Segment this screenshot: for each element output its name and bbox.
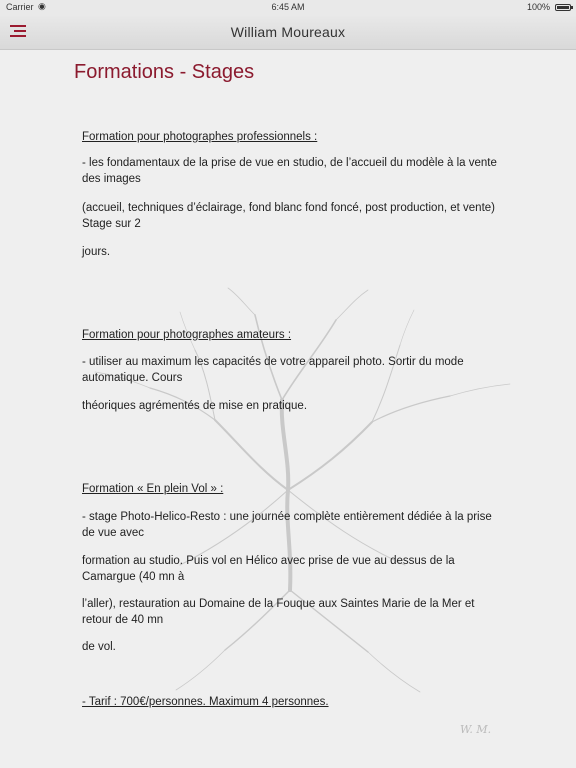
- battery-percentage: 100%: [526, 2, 550, 12]
- paragraph: - les fondamentaux de la prise de vue en studio, de l’accueil du modèle à la vente des images: [82, 157, 497, 185]
- paragraph: (accueil, techniques d’éclairage, fond blanc fond foncé, post production, et vente) Stage sur 2: [82, 202, 495, 230]
- paragraph: théoriques agrémentés de mise en pratique.: [82, 400, 308, 412]
- nav-title: William Moureaux: [230, 24, 346, 40]
- wifi-icon: ◉: [38, 1, 46, 11]
- section-heading: Formation pour photographes amateurs :: [82, 329, 292, 341]
- battery-icon: [555, 4, 571, 11]
- page-title: Formations - Stages: [74, 61, 255, 83]
- paragraph: - utiliser au maximum les capacités de votre appareil photo. Sortir du mode automatique. Cours: [82, 356, 464, 384]
- paragraph: - stage Photo-Helico-Resto : une journée complète entièrement dédiée à la prise de vue avec: [82, 511, 492, 539]
- paragraph: de vol.: [82, 641, 116, 653]
- content-area[interactable]: [0, 50, 576, 768]
- signature-logo: W. M.: [460, 723, 492, 736]
- pricing-text: - Tarif : 700€/personnes. Maximum 4 personnes.: [82, 696, 329, 708]
- paragraph: l’aller), restauration au Domaine de la Fouque aux Saintes Marie de la Mer et retour de 40 mn: [82, 598, 475, 626]
- section-heading: Formation « En plein Vol » :: [82, 483, 224, 495]
- section-heading: Formation pour photographes professionnels :: [82, 131, 318, 143]
- status-time: 6:45 AM: [271, 2, 305, 12]
- status-bar: [0, 0, 576, 16]
- carrier-label: Carrier: [6, 2, 34, 12]
- paragraph: formation au studio. Puis vol en Hélico avec prise de vue au dessus de la Camargue (40 mn à: [82, 555, 455, 583]
- navigation-bar: [0, 16, 576, 50]
- paragraph: jours.: [82, 246, 111, 258]
